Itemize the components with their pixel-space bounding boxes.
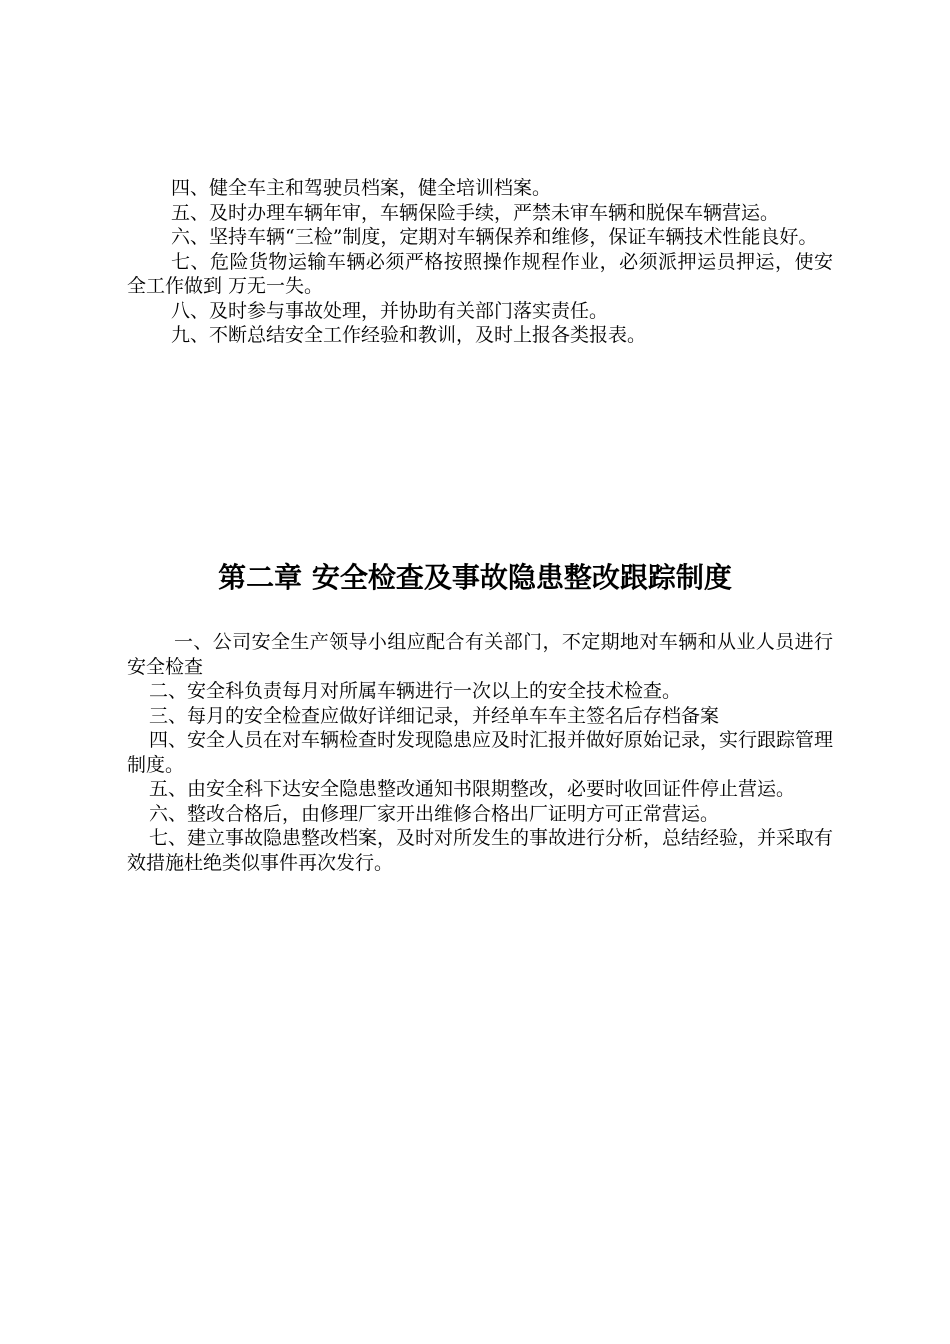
- paragraph-item-4: 四、健全车主和驾驶员档案，健全培训档案。: [171, 177, 552, 199]
- paragraph-item-7: 七、危险货物运输车辆必须严格按照操作规程作业，必须派押运员押运，使安全工作做到 万无一失。: [127, 250, 833, 297]
- section-safety-inspection: [127, 630, 833, 875]
- paragraph-item-3: 三、每月的安全检查应做好详细记录，并经单车车主签名后存档备案: [149, 704, 720, 727]
- paragraph-item-1: 一、公司安全生产领导小组应配合有关部门，不定期地对车辆和从业人员进行安全检查: [127, 631, 833, 678]
- paragraph-item-2: 二、安全科负责每月对所属车辆进行一次以上的安全技术检查。: [149, 680, 682, 702]
- section-responsibilities: [127, 176, 833, 348]
- paragraph-item-4: 四、安全人员在对车辆检查时发现隐患应及时汇报并做好原始记录，实行跟踪管理制度。: [127, 729, 834, 776]
- chapter-title: 第二章 安全检查及事故隐患整改跟踪制度: [218, 561, 732, 594]
- paragraph-item-8: 八、及时参与事故处理，并协助有关部门落实责任。: [171, 299, 609, 322]
- paragraph-item-6: 六、整改合格后，由修理厂家开出维修合格出厂证明方可正常营运。: [149, 802, 720, 825]
- paragraph-item-5: 五、及时办理车辆年审，车辆保险手续，严禁未审车辆和脱保车辆营运。: [171, 201, 780, 224]
- paragraph-item-5: 五、由安全科下达安全隐患整改通知书限期整改，必要时收回证件停止营运。: [149, 778, 796, 800]
- paragraph-item-7: 七、建立事故隐患整改档案，及时对所发生的事故进行分析，总结经验，并采取有效措施杜绝类似事件再次发行。: [127, 827, 834, 874]
- paragraph-item-6: 六、坚持车辆“三检”制度，定期对车辆保养和维修，保证车辆技术性能良好。: [171, 226, 818, 248]
- paragraph-item-9: 九、不断总结安全工作经验和教训，及时上报各类报表。: [171, 324, 647, 346]
